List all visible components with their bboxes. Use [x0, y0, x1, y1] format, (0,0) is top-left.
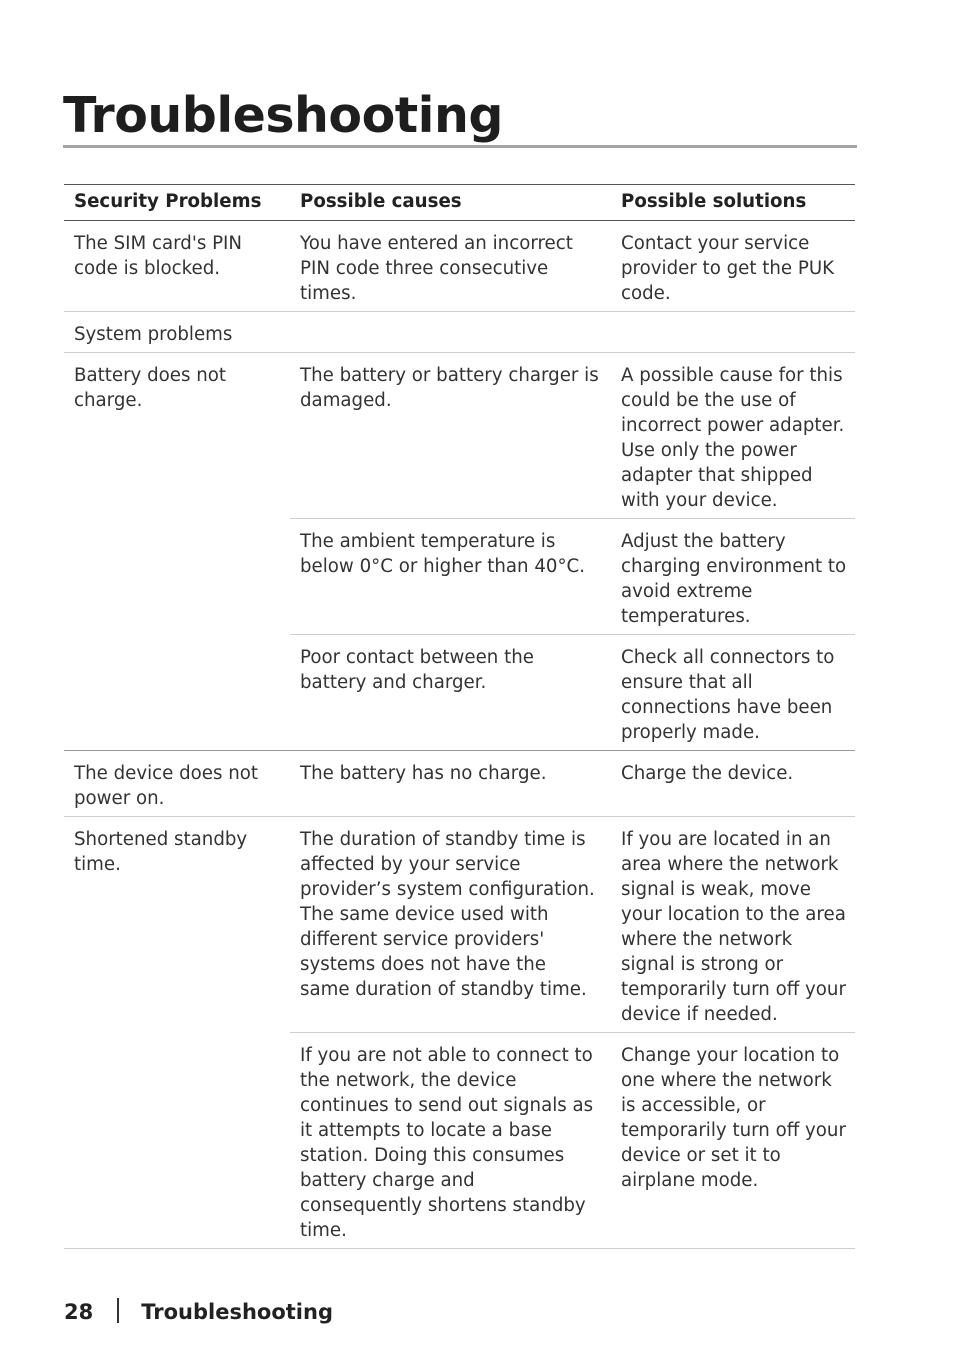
header-solutions: Possible solutions: [611, 185, 855, 221]
cause-cell: If you are not able to connect to the network, the device continues to send out signals as it attempts to locate a base station. Doing this consumes battery charge and consequently shortens standby time.: [290, 1033, 611, 1249]
cause-cell: You have entered an incorrect PIN code three consecutive times.: [290, 221, 611, 312]
table-row: [64, 221, 855, 312]
solution-cell: Contact your service provider to get the PUK code.: [611, 221, 855, 312]
section-row: [64, 312, 855, 353]
page-title: Troubleshooting: [63, 87, 503, 144]
problem-cell: The SIM card's PIN code is blocked.: [64, 221, 290, 312]
table-header-row: [64, 185, 855, 221]
cause-cell: The duration of standby time is affected by your service provider’s system configuration. The same device used with different service providers' systems does not have the same duration of standby time.: [290, 817, 611, 1033]
section-label: System problems: [64, 312, 290, 353]
solution-cell: Adjust the battery charging environment to avoid extreme temperatures.: [611, 519, 855, 635]
empty-cell: [611, 312, 855, 353]
solution-cell: If you are located in an area where the network signal is weak, move your location to the area where the network signal is strong or temporarily turn off your device if needed.: [611, 817, 855, 1033]
cause-cell: The battery or battery charger is damaged.: [290, 353, 611, 519]
table-row: [64, 817, 855, 1033]
page-footer: [64, 1298, 333, 1324]
cause-cell: Poor contact between the battery and charger.: [290, 635, 611, 751]
header-causes: Possible causes: [290, 185, 611, 221]
page-number: 28: [64, 1300, 94, 1324]
title-divider: [63, 145, 857, 148]
table-row: [64, 751, 855, 817]
cause-cell: The battery has no charge.: [290, 751, 611, 817]
solution-cell: A possible cause for this could be the use of incorrect power adapter. Use only the power adapter that shipped with your device.: [611, 353, 855, 519]
problem-cell: Battery does not charge.: [64, 353, 290, 751]
problem-cell: Shortened standby time.: [64, 817, 290, 1249]
footer-section-title: Troubleshooting: [141, 1300, 333, 1324]
cause-cell: The ambient temperature is below 0°C or higher than 40°C.: [290, 519, 611, 635]
troubleshooting-table: [64, 184, 855, 1249]
solution-cell: Charge the device.: [611, 751, 855, 817]
solution-cell: Change your location to one where the network is accessible, or temporarily turn off your device or set it to airplane mode.: [611, 1033, 855, 1249]
header-problems: Security Problems: [64, 185, 290, 221]
empty-cell: [290, 312, 611, 353]
problem-cell: The device does not power on.: [64, 751, 290, 817]
table-row: [64, 353, 855, 519]
solution-cell: Check all connectors to ensure that all connections have been properly made.: [611, 635, 855, 751]
footer-separator: [117, 1298, 119, 1323]
